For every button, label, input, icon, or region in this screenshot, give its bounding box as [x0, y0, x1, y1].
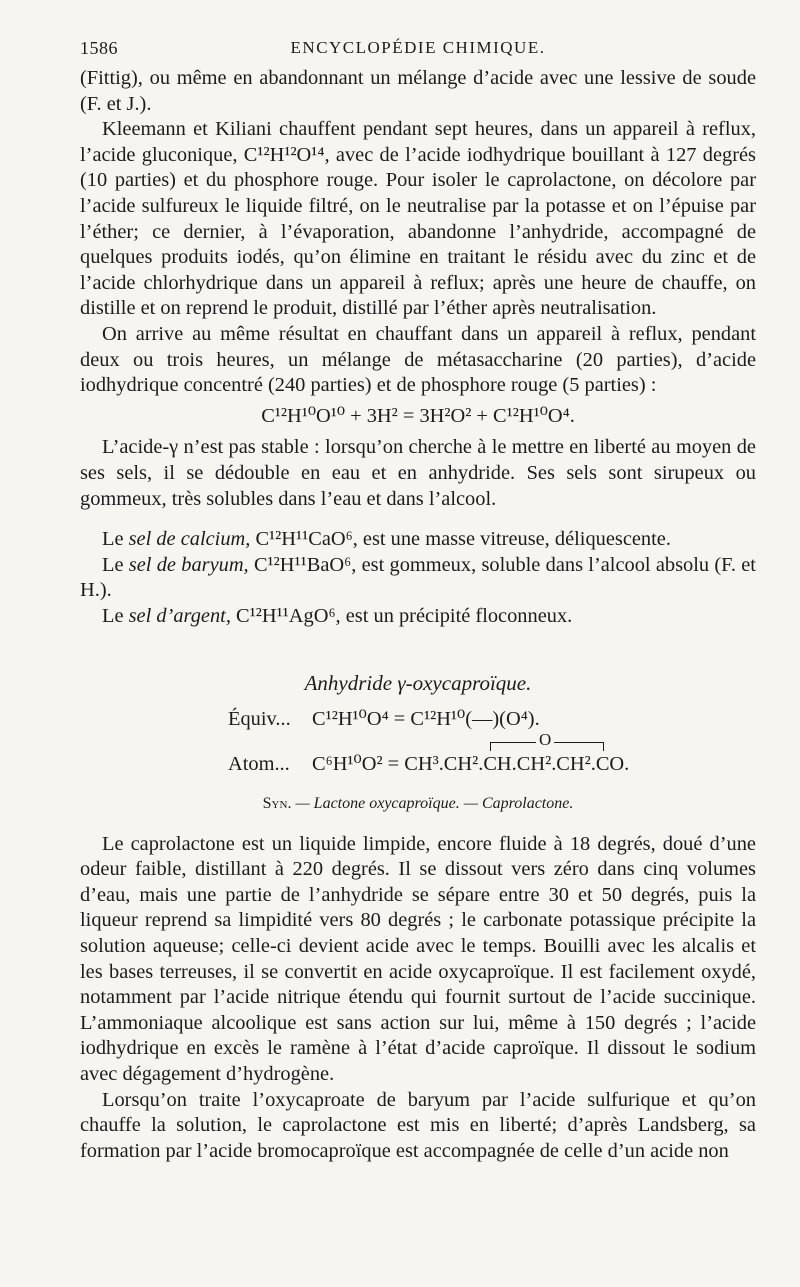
paragraph-caprolactone-properties: Le caprolactone est un liquide limpide, encore fluide à 18 degrés, doué d’une odeur faible, distillant à 220 degrés. Il se dissout vers zéro dans cinq volumes d’eau, mais une partie de l’anhydride se sépare entre 30 et 50 degrés, puis la liqueur reprend sa limpidité vers 80 degrés ; le carbonate potassique précipite la solution aqueuse; celle-ci devient acide avec le temps. Bouilli avec les alcalis et les bases terreuses, il se convertit en acide oxycaproïque. Il est facilement oxydé, notamment par l’acide nitrique étendu qui fournit surtout de l’acide succinique. L’ammoniaque alcoolique est sans action sur lui, même à 150 degrés ; l’acide iodhydrique en excès le ramène à l’état d’acide caproïque. Il dissout le sodium avec dégagement d’hydrogène. — [80, 832, 756, 1085]
page-header — [80, 38, 756, 62]
reaction-equation: C¹²H¹⁰O¹⁰ + 3H² = 3H²O² + C¹²H¹⁰O⁴. — [261, 404, 575, 427]
running-title: ENCYCLOPÉDIE CHIMIQUE. — [290, 38, 546, 57]
paragraph-acid-gamma: L’acide-γ n’est pas stable : lorsqu’on cherche à le mettre en liberté au moyen de ses sels, il se dédouble en eau et en anhydride. Ses sels sont sirupeux ou gommeux, très solubles dans l’eau et dans l’alcool. — [80, 436, 756, 510]
salt-baryum: Le sel de baryum, C¹²H¹¹BaO⁶, est gommeux, soluble dans l’alcool absolu (F. et H.). — [80, 553, 756, 602]
paragraph-continuation: (Fittig), ou même en abandonnant un mélange d’acide avec une lessive de soude (F. et J.). — [80, 67, 756, 115]
equiv-formula: C¹²H¹⁰O⁴ = C¹²H¹⁰(—)(O⁴). — [312, 708, 540, 731]
paragraph-metasaccharine: On arrive au même résultat en chauffant dans un appareil à reflux, pendant deux ou trois heures, un mélange de métasaccharine (20 parties), d’acide iodhydrique concentré (240 parties) et de phosphore rouge (5 parties) : — [80, 322, 756, 397]
page-number: 1586 — [80, 38, 118, 58]
section-title: Anhydride γ-oxycaproïque. — [304, 671, 532, 696]
atom-label: Atom... — [228, 753, 290, 776]
page-body — [80, 66, 756, 1164]
atom-formula-row — [80, 752, 756, 779]
lactone-ring-bracket — [80, 730, 756, 752]
equiv-label: Équiv... — [228, 708, 291, 731]
salt-argent: Le sel d’argent, C¹²H¹¹AgO⁶, est un précipité floconneux. — [102, 604, 573, 627]
salt-calcium: Le sel de calcium, C¹²H¹¹CaO⁶, est une masse vitreuse, déliquescente. — [102, 528, 671, 551]
atom-formula: C⁶H¹⁰O² = CH³.CH².CH.CH².CH².CO. — [312, 753, 630, 776]
paragraph-oxycaproate: Lorsqu’on traite l’oxycaproate de baryum par l’acide sulfurique et qu’on chauffe la solution, le caprolactone est mis en liberté; d’après Landsberg, sa formation par l’acide bromocaproïque est accompagnée de celle d’un acide non — [80, 1088, 756, 1162]
ring-oxygen: O — [536, 730, 554, 750]
equiv-formula-row — [80, 707, 756, 734]
paragraph-kleemann: Kleemann et Kiliani chauffent pendant sept heures, dans un appareil à reflux, l’acide gluconique, C¹²H¹²O¹⁴, avec de l’acide iodhydrique bouillant à 127 degrés (10 parties) et du phosphore rouge. Pour isoler le caprolactone, on décolore par l’acide sulfureux le liquide filtré, on le neutralise par la potasse et on l’épuise par l’éther; ce dernier, à l’évaporation, abandonne l’anhydride, accompagné de quelques produits iodés, qu’on élimine en traitant le résidu avec du zinc et de l’acide chlorhydrique dans un appareil à reflux; après une heure de chauffe, on distille et on reprend le produit, distillé par l’éther après neutralisation. — [80, 118, 756, 320]
synonyms-line: Syn. — Lactone oxycaproïque. — Caprolactone. — [262, 795, 574, 813]
